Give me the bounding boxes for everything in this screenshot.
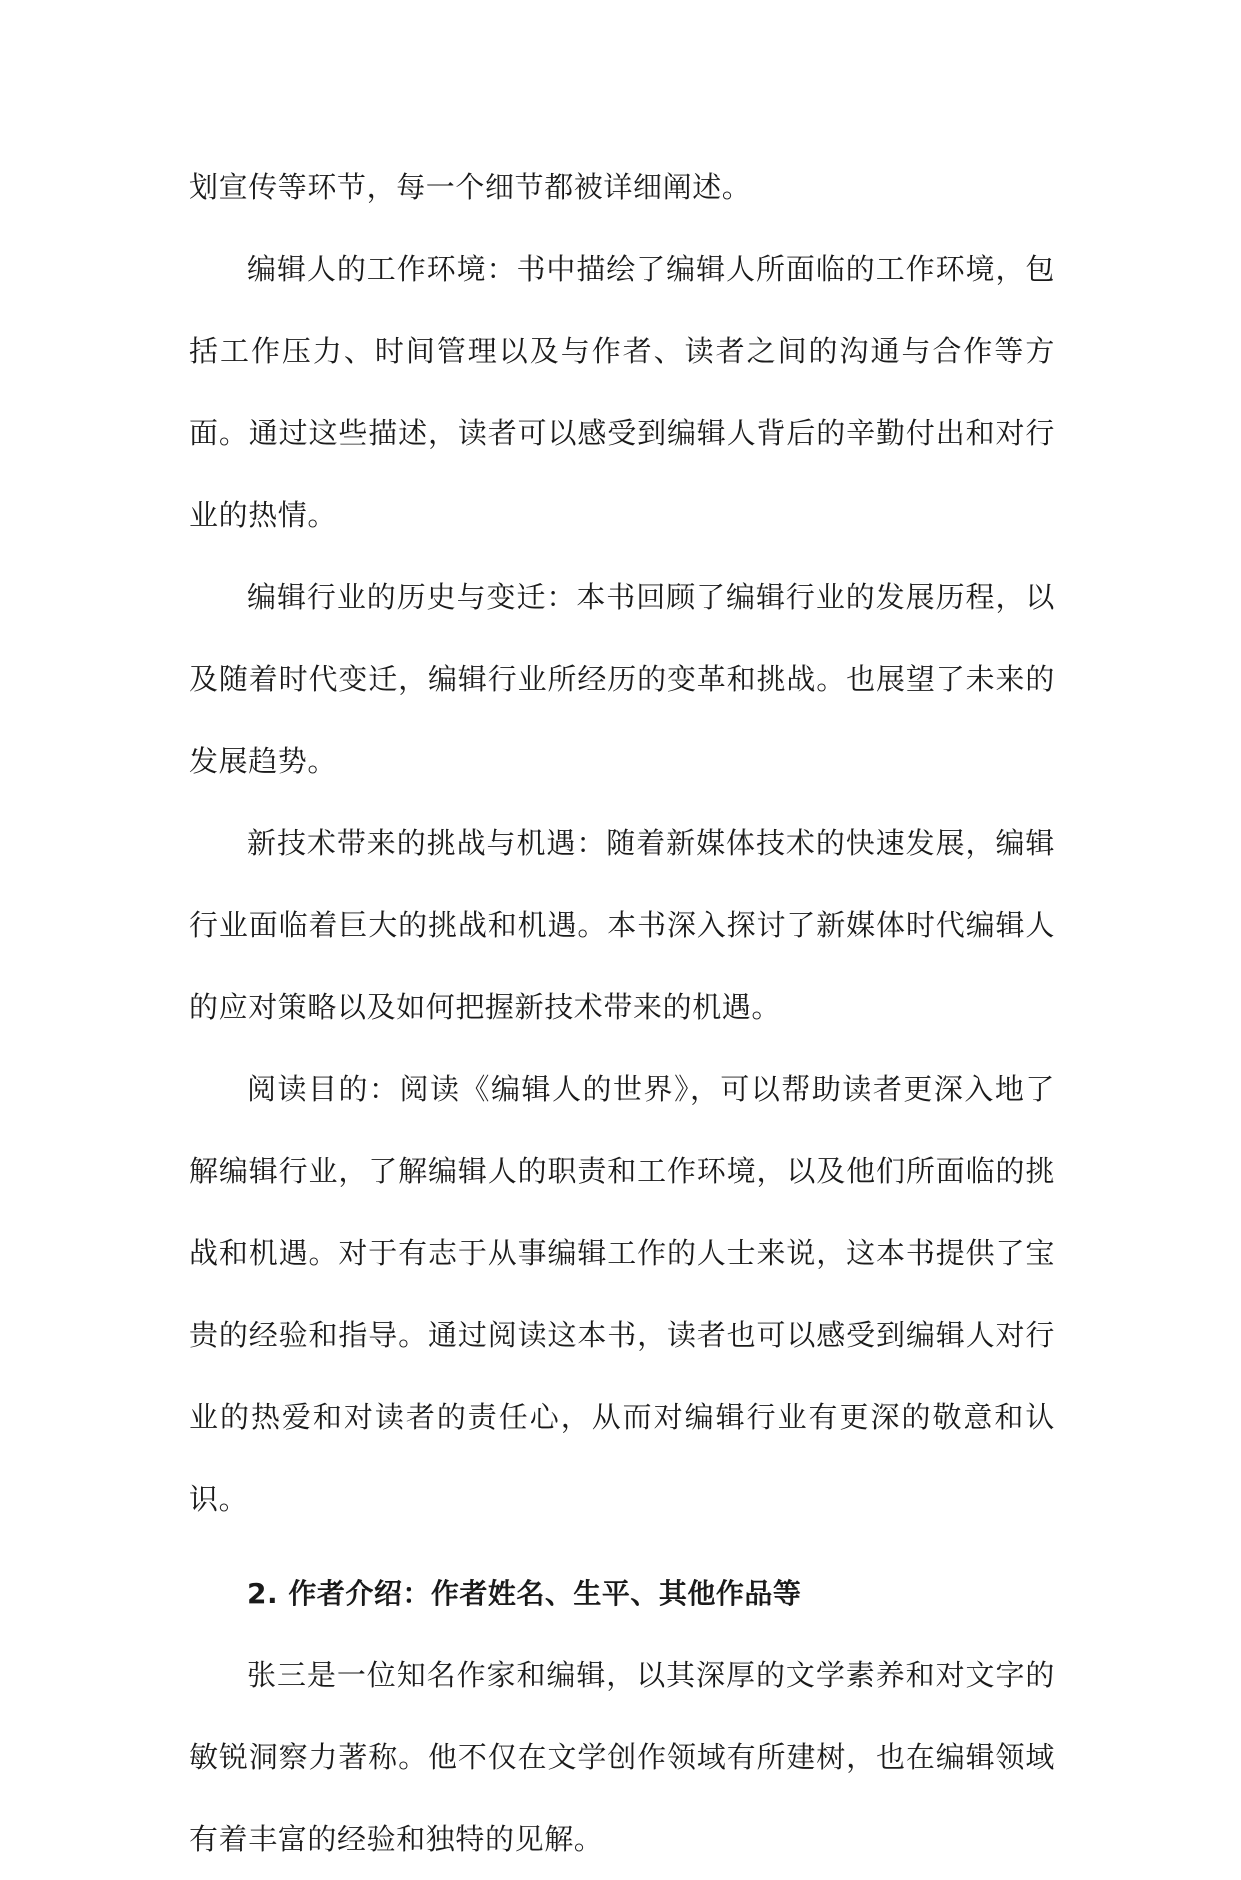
spacer (189, 1540, 1055, 1554)
paragraph-new-technology: 新技术带来的挑战与机遇：随着新媒体技术的快速发展，编辑行业面临着巨大的挑战和机遇。本书深入探讨了新媒体时代编辑人的应对策略以及如何把握新技术带来的机遇。 (189, 826, 1055, 1024)
paragraph-work-environment: 编辑人的工作环境：书中描绘了编辑人所面临的工作环境，包括工作压力、时间管理以及与作者、读者之间的沟通与合作等方面。通过这些描述，读者可以感受到编辑人背后的辛勤付出和对行业的热情。 (189, 252, 1055, 532)
paragraph-author-intro: 张三是一位知名作家和编辑，以其深厚的文学素养和对文字的敏锐洞察力著称。他不仅在文学创作领域有所建树，也在编辑领域有着丰富的经验和独特的见解。 (189, 1658, 1055, 1856)
paragraph-industry-history: 编辑行业的历史与变迁：本书回顾了编辑行业的发展历程，以及随着时代变迁，编辑行业所经历的变革和挑战。也展望了未来的发展趋势。 (189, 580, 1055, 778)
paragraph-continuation: 划宣传等环节，每一个细节都被详细阐述。 (189, 170, 752, 204)
document-page (189, 146, 1055, 1880)
section-heading: 2. 作者介绍：作者姓名、生平、其他作品等 (247, 1577, 802, 1610)
paragraph-reading-purpose: 阅读目的：阅读《编辑人的世界》，可以帮助读者更深入地了解编辑行业，了解编辑人的职责和工作环境，以及他们所面临的挑战和机遇。对于有志于从事编辑工作的人士来说，这本书提供了宝贵的经验和指导。通过阅读这本书，读者也可以感受到编辑人对行业的热爱和对读者的责任心，从而对编辑行业有更深的敬意和认识。 (189, 1072, 1055, 1516)
